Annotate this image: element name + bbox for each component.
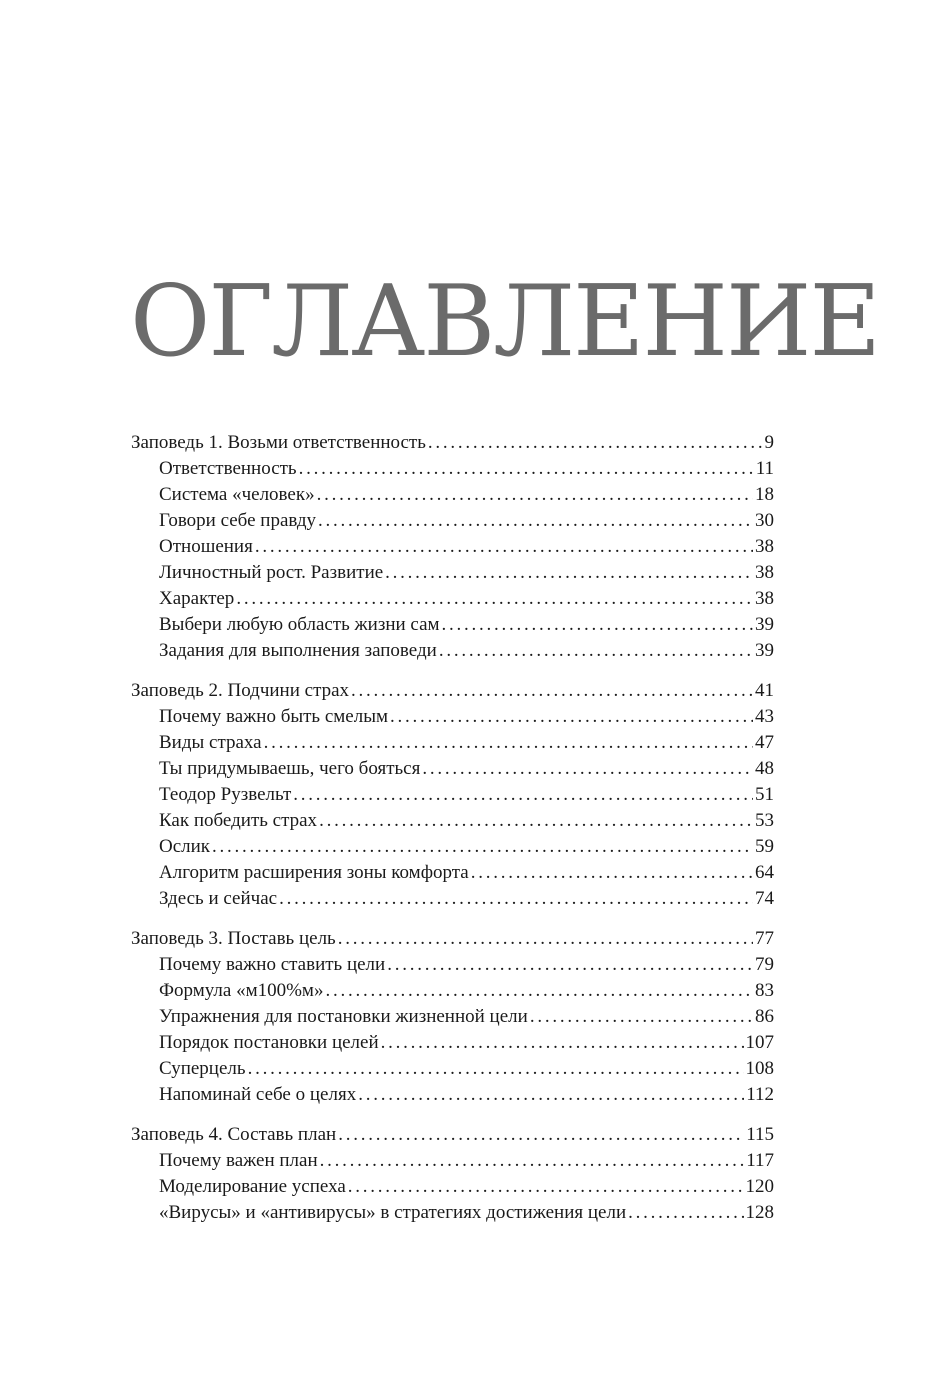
toc-entry	[131, 704, 774, 730]
toc-entry	[131, 1056, 774, 1082]
table-of-contents	[131, 430, 774, 1240]
toc-page-number: 120	[745, 1176, 774, 1197]
toc-entry	[131, 808, 774, 834]
dot-leader	[317, 482, 753, 508]
toc-entry	[131, 952, 774, 978]
dot-leader	[442, 612, 753, 638]
toc-section	[131, 926, 774, 1108]
toc-page-number: 115	[746, 1124, 774, 1145]
toc-page-number: 51	[755, 784, 774, 805]
toc-page-number: 112	[746, 1084, 774, 1105]
toc-entry	[131, 1004, 774, 1030]
toc-entry-title: Ответственность	[159, 458, 297, 479]
toc-page-number: 9	[764, 432, 774, 453]
dot-leader	[338, 1122, 744, 1148]
toc-page-number: 11	[755, 458, 774, 479]
toc-entry-title: Как победить страх	[159, 810, 318, 831]
toc-section	[131, 678, 774, 912]
toc-page-number: 77	[755, 928, 774, 949]
dot-leader	[299, 456, 754, 482]
toc-entry-title: Напоминай себе о целях	[159, 1084, 357, 1105]
toc-entry	[131, 886, 774, 912]
toc-page-number: 64	[755, 862, 774, 883]
toc-entry	[131, 612, 774, 638]
toc-section	[131, 1122, 774, 1226]
toc-entry	[131, 1174, 774, 1200]
toc-page-number: 59	[755, 836, 774, 857]
toc-entry	[131, 456, 774, 482]
dot-leader	[320, 1148, 745, 1174]
toc-entry-title: Личностный рост. Развитие	[159, 562, 384, 583]
dot-leader	[471, 860, 753, 886]
toc-entry	[131, 1148, 774, 1174]
dot-leader	[351, 678, 753, 704]
dot-leader	[422, 756, 753, 782]
toc-entry-title: Заповедь 1. Возьми ответственность	[131, 432, 426, 453]
toc-entry-title: Отношения	[159, 536, 253, 557]
dot-leader	[248, 1056, 744, 1082]
toc-page-number: 18	[755, 484, 774, 505]
dot-leader	[381, 1030, 744, 1056]
toc-entry-title: Моделирование успеха	[159, 1176, 346, 1197]
toc-page-number: 74	[755, 888, 774, 909]
toc-page-number: 108	[745, 1058, 774, 1079]
toc-page-number: 128	[745, 1202, 774, 1223]
dot-leader	[338, 926, 753, 952]
toc-entry-title: Выбери любую область жизни сам	[159, 614, 440, 635]
dot-leader	[439, 638, 753, 664]
toc-page-number: 79	[755, 954, 774, 975]
toc-entry	[131, 834, 774, 860]
toc-entry	[131, 1030, 774, 1056]
toc-entry	[131, 1082, 774, 1108]
toc-page-number: 38	[755, 562, 774, 583]
toc-entry	[131, 560, 774, 586]
toc-entry-title: Алгоритм расширения зоны комфорта	[159, 862, 469, 883]
dot-leader	[428, 430, 763, 456]
toc-entry	[131, 978, 774, 1004]
toc-page-number: 30	[755, 510, 774, 531]
toc-entry-title: Теодор Рузвельт	[159, 784, 292, 805]
toc-page-number: 86	[755, 1006, 774, 1027]
toc-entry	[131, 860, 774, 886]
dot-leader	[325, 978, 753, 1004]
dot-leader	[387, 952, 753, 978]
toc-entry-title: Почему важно ставить цели	[159, 954, 386, 975]
toc-page-number: 83	[755, 980, 774, 1001]
toc-chapter-heading	[131, 926, 774, 952]
dot-leader	[264, 730, 753, 756]
dot-leader	[319, 808, 753, 834]
toc-entry-title: Виды страха	[159, 732, 262, 753]
toc-page-number: 39	[755, 614, 774, 635]
toc-entry-title: «Вирусы» и «антивирусы» в стратегиях достижения цели	[159, 1202, 627, 1223]
toc-page-number: 48	[755, 758, 774, 779]
toc-entry-title: Говори себе правду	[159, 510, 317, 531]
dot-leader	[212, 834, 753, 860]
toc-entry-title: Порядок постановки целей	[159, 1032, 379, 1053]
toc-entry-title: Характер	[159, 588, 235, 609]
toc-entry	[131, 638, 774, 664]
toc-chapter-heading	[131, 430, 774, 456]
toc-entry-title: Здесь и сейчас	[159, 888, 278, 909]
toc-entry-title: Заповедь 2. Подчини страх	[131, 680, 350, 701]
toc-chapter-heading	[131, 1122, 774, 1148]
toc-entry	[131, 508, 774, 534]
toc-entry	[131, 756, 774, 782]
page-title: ОГЛАВЛЕНИЕ	[130, 265, 880, 379]
toc-entry-title: Задания для выполнения заповеди	[159, 640, 437, 661]
toc-entry-title: Заповедь 3. Поставь цель	[131, 928, 336, 949]
toc-page-number: 117	[746, 1150, 774, 1171]
toc-entry	[131, 534, 774, 560]
dot-leader	[628, 1200, 743, 1226]
toc-entry	[131, 782, 774, 808]
toc-page-number: 39	[755, 640, 774, 661]
dot-leader	[390, 704, 753, 730]
toc-entry	[131, 482, 774, 508]
dot-leader	[255, 534, 753, 560]
toc-entry-title: Заповедь 4. Составь план	[131, 1124, 337, 1145]
toc-chapter-heading	[131, 678, 774, 704]
toc-page-number: 38	[755, 588, 774, 609]
toc-entry-title: Суперцель	[159, 1058, 246, 1079]
toc-page-number: 47	[755, 732, 774, 753]
dot-leader	[530, 1004, 753, 1030]
toc-entry-title: Формула «м100%м»	[159, 980, 324, 1001]
dot-leader	[236, 586, 753, 612]
toc-entry-title: Почему важно быть смелым	[159, 706, 389, 727]
toc-entry-title: Почему важен план	[159, 1150, 318, 1171]
dot-leader	[385, 560, 753, 586]
dot-leader	[318, 508, 753, 534]
toc-entry-title: Ты придумываешь, чего бояться	[159, 758, 421, 779]
dot-leader	[358, 1082, 744, 1108]
toc-entry	[131, 1200, 774, 1226]
dot-leader	[348, 1174, 744, 1200]
toc-entry	[131, 730, 774, 756]
toc-entry	[131, 586, 774, 612]
dot-leader	[279, 886, 753, 912]
toc-page-number: 53	[755, 810, 774, 831]
toc-section	[131, 430, 774, 664]
toc-entry-title: Система «человек»	[159, 484, 315, 505]
toc-entry-title: Упражнения для постановки жизненной цели	[159, 1006, 528, 1027]
toc-entry-title: Ослик	[159, 836, 211, 857]
toc-page-number: 38	[755, 536, 774, 557]
toc-page-number: 41	[755, 680, 774, 701]
toc-page-number: 107	[745, 1032, 774, 1053]
toc-page-number: 43	[755, 706, 774, 727]
dot-leader	[293, 782, 753, 808]
